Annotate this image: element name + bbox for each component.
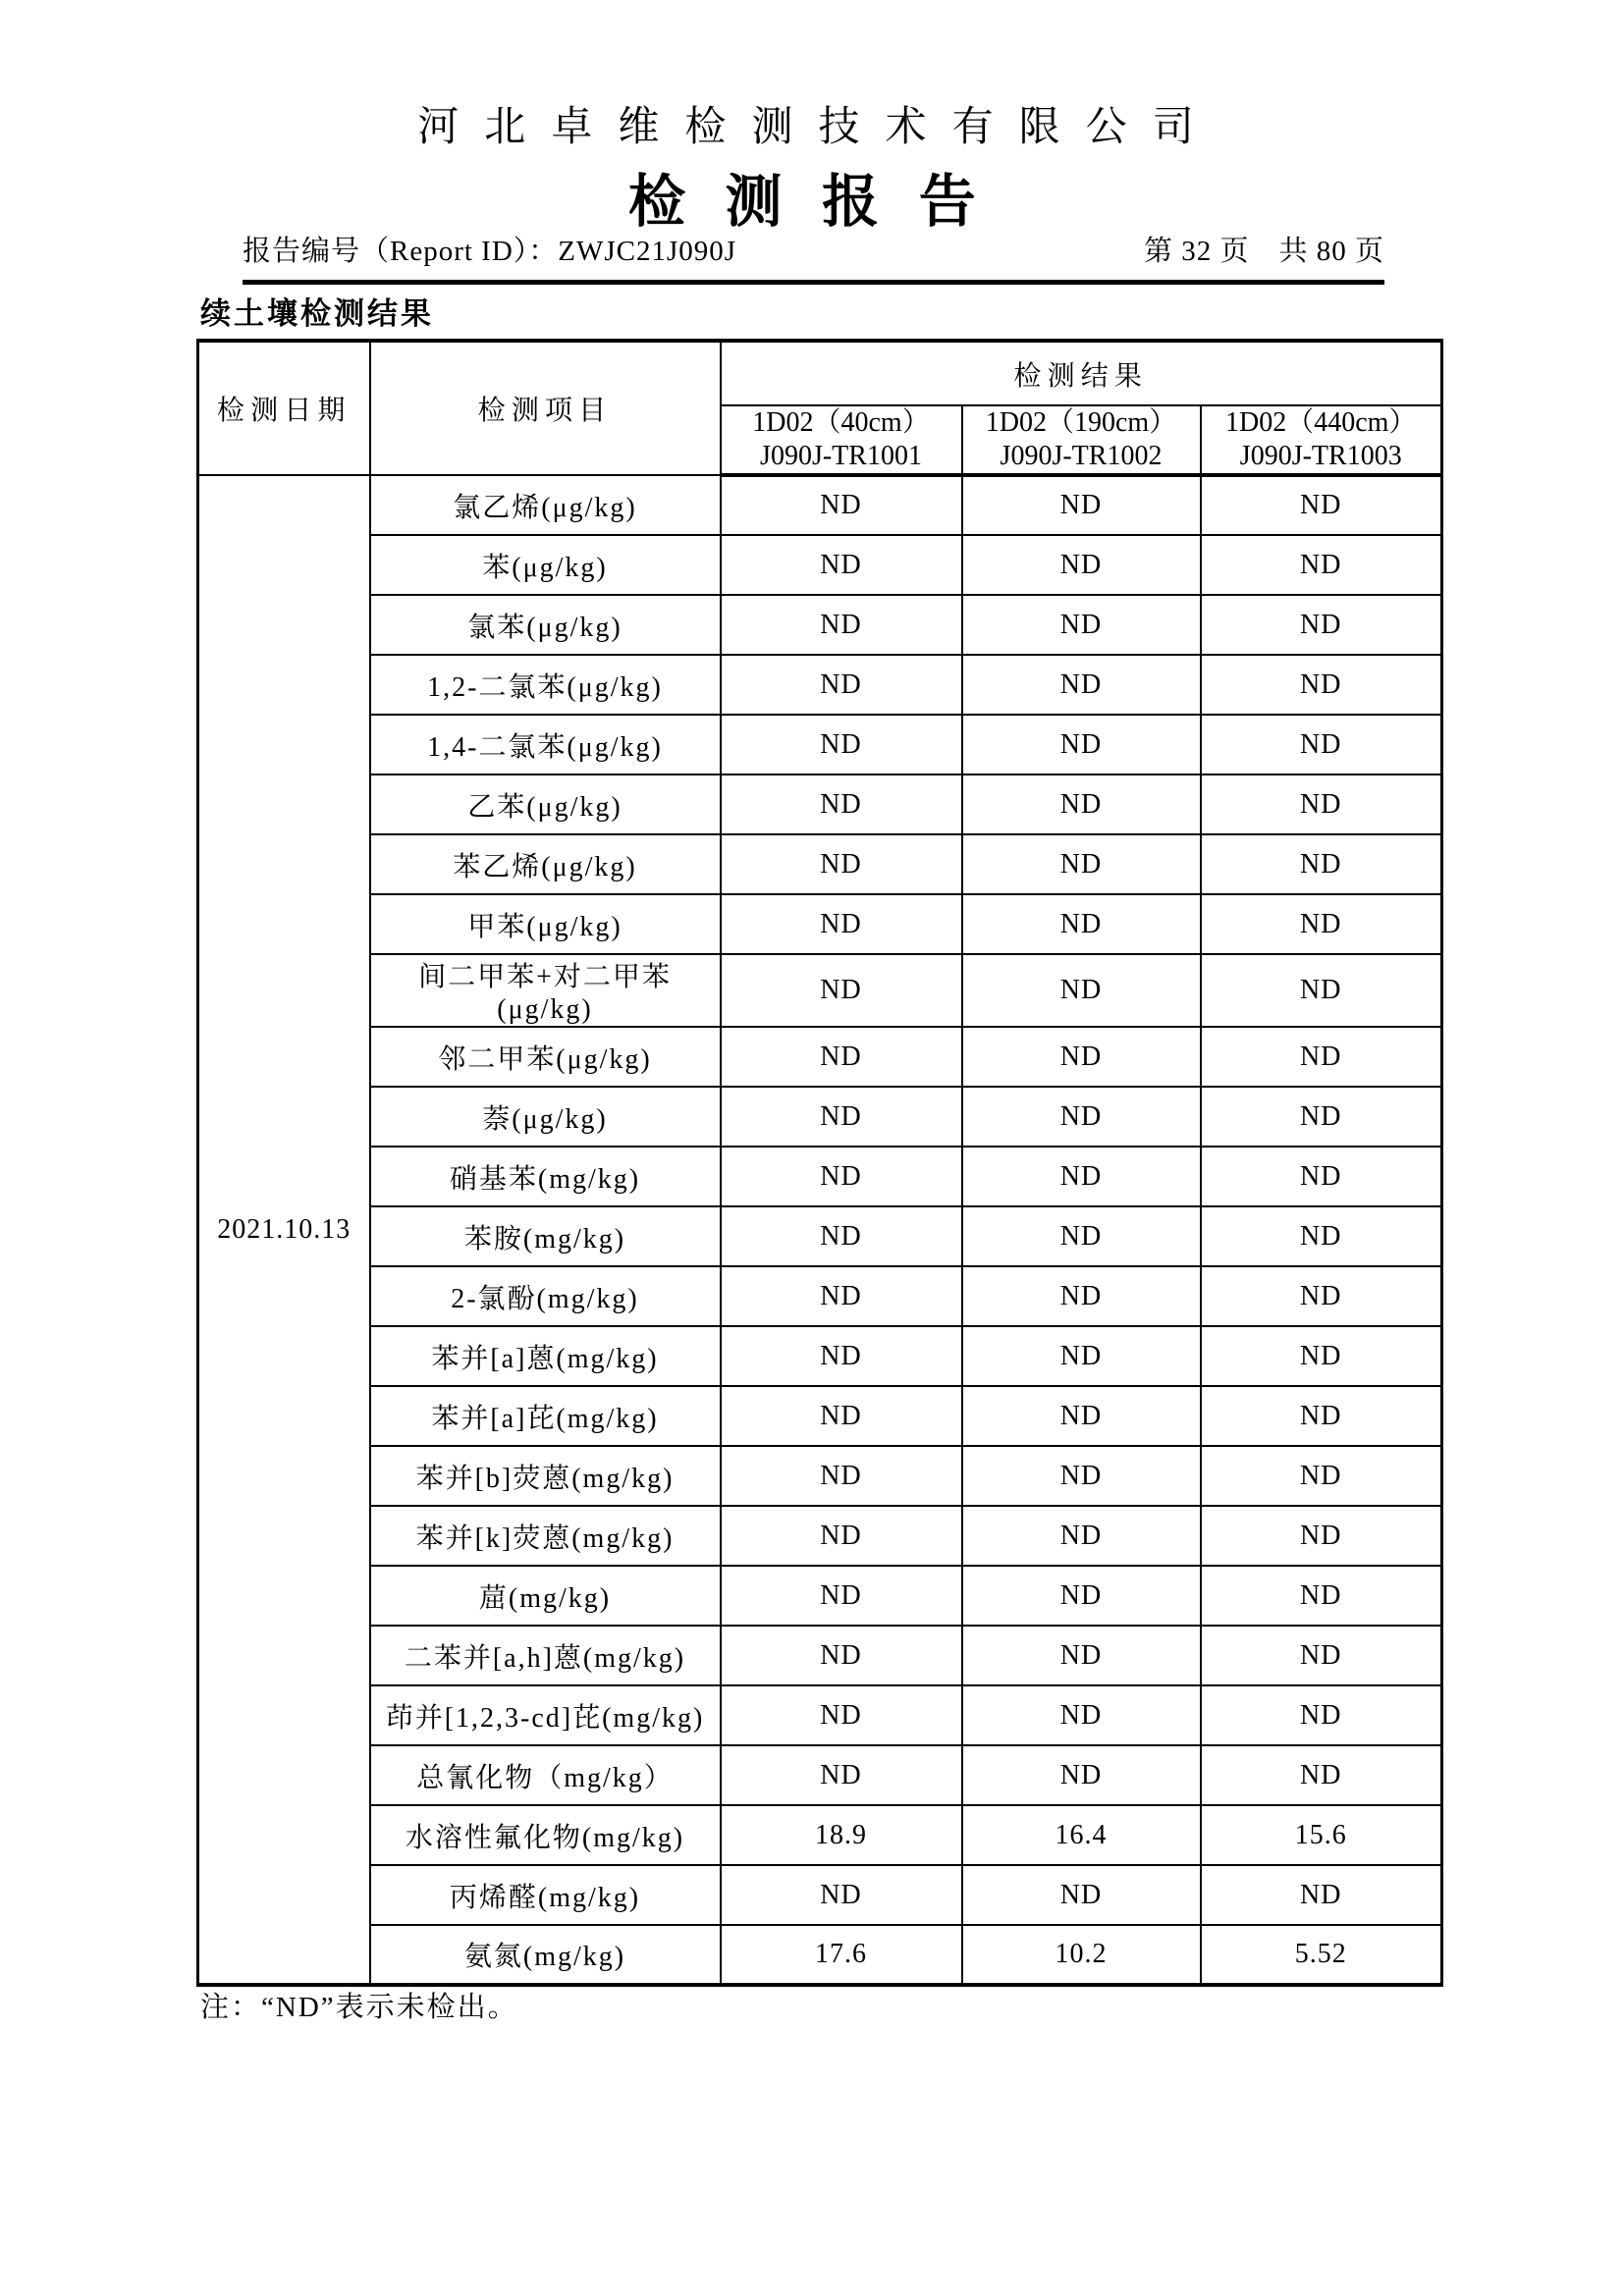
page-indicator: 第 32 页 共 80 页: [1143, 236, 1384, 267]
sample-2-id: 1D02（190cm）: [985, 407, 1177, 438]
table-row: [198, 535, 1442, 595]
result-cell-sample-1: ND: [721, 1626, 962, 1685]
item-cell: 氯乙烯(μg/kg): [370, 475, 721, 535]
item-cell: 苯并[b]荧蒽(mg/kg): [370, 1446, 721, 1506]
result-cell-sample-3: ND: [1201, 1446, 1442, 1506]
result-cell-sample-2: ND: [962, 1147, 1201, 1206]
item-cell: 苯胺(mg/kg): [370, 1206, 721, 1266]
table-row: [198, 1147, 1442, 1206]
table-row: [198, 1446, 1442, 1506]
result-cell-sample-1: ND: [721, 1206, 962, 1266]
item-cell: 䓛(mg/kg): [370, 1566, 721, 1626]
result-cell-sample-2: ND: [962, 535, 1201, 595]
header-sample-2: [962, 405, 1201, 475]
sample-1-code: J090J-TR1001: [760, 441, 922, 471]
result-cell-sample-1: ND: [721, 1087, 962, 1147]
item-cell: 间二甲苯+对二甲苯(μg/kg): [370, 954, 721, 1027]
table-row: [198, 1266, 1442, 1326]
header-row-group: [198, 341, 1442, 405]
report-id: 报告编号（Report ID）：ZWJC21J090J: [243, 236, 737, 267]
result-cell-sample-1: ND: [721, 1566, 962, 1626]
header-result-group: 检测结果: [721, 341, 1442, 405]
table-row: [198, 1087, 1442, 1147]
result-cell-sample-2: ND: [962, 1087, 1201, 1147]
table-row: [198, 1206, 1442, 1266]
result-cell-sample-3: ND: [1201, 655, 1442, 715]
result-cell-sample-1: ND: [721, 1506, 962, 1566]
result-cell-sample-2: ND: [962, 1865, 1201, 1925]
result-cell-sample-3: ND: [1201, 894, 1442, 954]
table-row: [198, 1386, 1442, 1446]
result-cell-sample-1: ND: [721, 1266, 962, 1326]
result-cell-sample-1: 18.9: [721, 1805, 962, 1865]
result-cell-sample-3: ND: [1201, 954, 1442, 1027]
item-cell: 水溶性氟化物(mg/kg): [370, 1805, 721, 1865]
header-sample-1: [721, 405, 962, 475]
result-cell-sample-1: ND: [721, 655, 962, 715]
result-cell-sample-1: ND: [721, 774, 962, 834]
result-cell-sample-2: ND: [962, 595, 1201, 655]
table-row: [198, 1626, 1442, 1685]
result-cell-sample-1: ND: [721, 475, 962, 535]
table-row: [198, 1506, 1442, 1566]
table-row: [198, 715, 1442, 774]
result-cell-sample-2: 10.2: [962, 1925, 1201, 1985]
table-row: [198, 1566, 1442, 1626]
footnote: 注：“ND”表示未检出。: [200, 1992, 518, 2023]
result-cell-sample-2: ND: [962, 954, 1201, 1027]
table-row: [198, 954, 1442, 1027]
result-cell-sample-2: ND: [962, 774, 1201, 834]
report-title: 检测报告: [627, 170, 1016, 234]
report-meta-line: [243, 229, 1384, 285]
item-cell: 总氰化物（mg/kg）: [370, 1745, 721, 1805]
results-table: [196, 339, 1443, 1987]
result-cell-sample-2: ND: [962, 894, 1201, 954]
date-cell: 2021.10.13: [198, 475, 370, 1985]
result-cell-sample-2: ND: [962, 1206, 1201, 1266]
result-cell-sample-3: ND: [1201, 834, 1442, 894]
table-row: [198, 894, 1442, 954]
item-cell: 氨氮(mg/kg): [370, 1925, 721, 1985]
result-cell-sample-3: ND: [1201, 1865, 1442, 1925]
item-cell: 苯并[k]荧蒽(mg/kg): [370, 1506, 721, 1566]
result-cell-sample-1: ND: [721, 1386, 962, 1446]
result-cell-sample-2: ND: [962, 1685, 1201, 1745]
item-cell: 苯并[a]芘(mg/kg): [370, 1386, 721, 1446]
result-cell-sample-3: ND: [1201, 595, 1442, 655]
result-cell-sample-2: ND: [962, 1626, 1201, 1685]
result-cell-sample-3: ND: [1201, 715, 1442, 774]
item-cell: 茚并[1,2,3-cd]芘(mg/kg): [370, 1685, 721, 1745]
item-cell: 二苯并[a,h]蒽(mg/kg): [370, 1626, 721, 1685]
result-cell-sample-1: ND: [721, 1865, 962, 1925]
result-cell-sample-2: 16.4: [962, 1805, 1201, 1865]
result-cell-sample-2: ND: [962, 834, 1201, 894]
result-cell-sample-3: ND: [1201, 1386, 1442, 1446]
item-cell: 1,4-二氯苯(μg/kg): [370, 715, 721, 774]
result-cell-sample-1: ND: [721, 1027, 962, 1087]
sample-3-code: J090J-TR1003: [1239, 441, 1402, 471]
result-cell-sample-1: ND: [721, 1745, 962, 1805]
result-cell-sample-2: ND: [962, 715, 1201, 774]
item-cell: 苯(μg/kg): [370, 535, 721, 595]
item-cell: 硝基苯(mg/kg): [370, 1147, 721, 1206]
result-cell-sample-2: ND: [962, 1446, 1201, 1506]
result-cell-sample-1: ND: [721, 1147, 962, 1206]
table-row: [198, 1745, 1442, 1805]
result-cell-sample-3: ND: [1201, 1206, 1442, 1266]
item-cell: 1,2-二氯苯(μg/kg): [370, 655, 721, 715]
result-cell-sample-2: ND: [962, 475, 1201, 535]
result-cell-sample-3: ND: [1201, 1147, 1442, 1206]
company-title: 河北卓维检测技术有限公司: [417, 105, 1219, 150]
result-cell-sample-1: ND: [721, 1685, 962, 1745]
result-cell-sample-2: ND: [962, 1566, 1201, 1626]
result-cell-sample-3: ND: [1201, 1326, 1442, 1386]
table-row: [198, 475, 1442, 535]
table-row: [198, 1326, 1442, 1386]
result-cell-sample-1: ND: [721, 954, 962, 1027]
result-cell-sample-1: ND: [721, 595, 962, 655]
item-cell: 萘(μg/kg): [370, 1087, 721, 1147]
table-body: [198, 475, 1442, 1985]
result-cell-sample-3: ND: [1201, 1087, 1442, 1147]
result-cell-sample-1: ND: [721, 715, 962, 774]
result-cell-sample-2: ND: [962, 1386, 1201, 1446]
result-cell-sample-1: ND: [721, 535, 962, 595]
result-cell-sample-3: ND: [1201, 1685, 1442, 1745]
item-cell: 丙烯醛(mg/kg): [370, 1865, 721, 1925]
table-row: [198, 834, 1442, 894]
table-row: [198, 1865, 1442, 1925]
header-item: 检测项目: [370, 341, 721, 475]
item-cell: 苯并[a]蒽(mg/kg): [370, 1326, 721, 1386]
sample-3-id: 1D02（440cm）: [1225, 407, 1417, 438]
result-cell-sample-3: ND: [1201, 1745, 1442, 1805]
item-cell: 2-氯酚(mg/kg): [370, 1266, 721, 1326]
item-cell: 乙苯(μg/kg): [370, 774, 721, 834]
sample-2-code: J090J-TR1002: [1000, 441, 1163, 471]
result-cell-sample-2: ND: [962, 1745, 1201, 1805]
result-cell-sample-1: 17.6: [721, 1925, 962, 1985]
table-row: [198, 1685, 1442, 1745]
table-row: [198, 595, 1442, 655]
result-cell-sample-2: ND: [962, 1326, 1201, 1386]
result-cell-sample-3: 5.52: [1201, 1925, 1442, 1985]
result-cell-sample-1: ND: [721, 1326, 962, 1386]
result-cell-sample-3: ND: [1201, 1626, 1442, 1685]
result-cell-sample-3: ND: [1201, 1566, 1442, 1626]
result-cell-sample-2: ND: [962, 655, 1201, 715]
result-cell-sample-2: ND: [962, 1506, 1201, 1566]
item-cell: 甲苯(μg/kg): [370, 894, 721, 954]
result-cell-sample-3: ND: [1201, 774, 1442, 834]
table-row: [198, 774, 1442, 834]
result-cell-sample-3: ND: [1201, 475, 1442, 535]
result-cell-sample-3: ND: [1201, 535, 1442, 595]
header-date: 检测日期: [198, 341, 370, 475]
result-cell-sample-1: ND: [721, 834, 962, 894]
result-cell-sample-3: ND: [1201, 1266, 1442, 1326]
section-heading: 续土壤检测结果: [200, 296, 434, 331]
result-cell-sample-3: ND: [1201, 1027, 1442, 1087]
result-cell-sample-1: ND: [721, 1446, 962, 1506]
table-row: [198, 655, 1442, 715]
table-row: [198, 1027, 1442, 1087]
header-sample-3: [1201, 405, 1442, 475]
result-cell-sample-3: ND: [1201, 1506, 1442, 1566]
result-cell-sample-1: ND: [721, 894, 962, 954]
sample-1-id: 1D02（40cm）: [752, 407, 930, 438]
item-cell: 邻二甲苯(μg/kg): [370, 1027, 721, 1087]
table-row: [198, 1805, 1442, 1865]
result-cell-sample-2: ND: [962, 1266, 1201, 1326]
table-row: [198, 1925, 1442, 1985]
result-cell-sample-2: ND: [962, 1027, 1201, 1087]
item-cell: 氯苯(μg/kg): [370, 595, 721, 655]
item-cell: 苯乙烯(μg/kg): [370, 834, 721, 894]
result-cell-sample-3: 15.6: [1201, 1805, 1442, 1865]
